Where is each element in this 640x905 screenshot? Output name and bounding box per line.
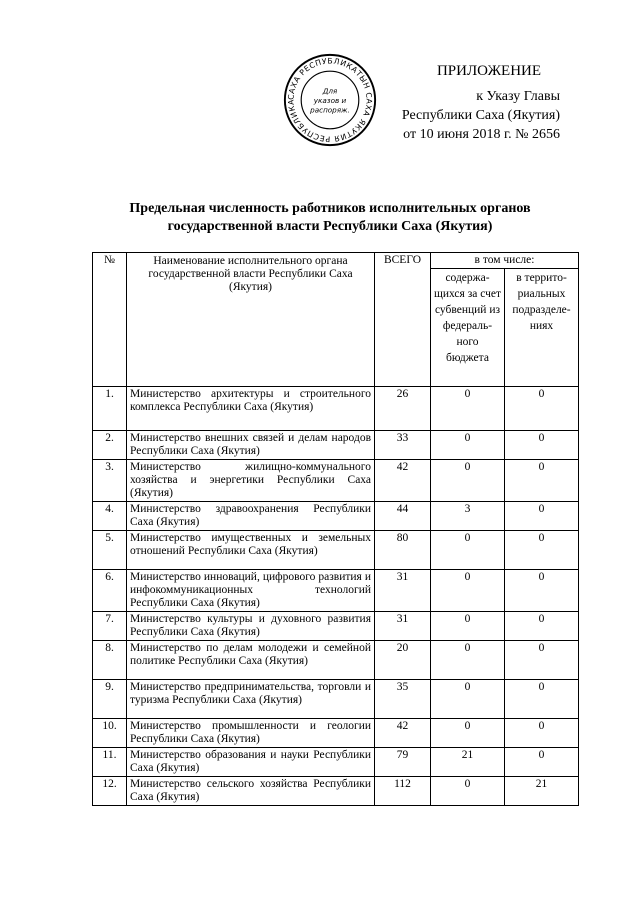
row-subvention: 0	[431, 570, 505, 612]
table-row	[93, 502, 579, 531]
row-total: 42	[375, 460, 431, 502]
header-name: Наименование исполнительного органа государственной власти Республики Саха (Якутия)	[127, 253, 375, 387]
appendix-line-2: Республики Саха (Якутия)	[401, 108, 560, 123]
row-number: 4.	[93, 502, 127, 531]
row-organ-name: Министерство здравоохранения Республики Саха (Якутия)	[127, 502, 375, 531]
table-row	[93, 748, 579, 777]
row-subvention: 0	[431, 387, 505, 431]
row-territorial: 0	[505, 531, 579, 570]
row-subvention: 3	[431, 502, 505, 531]
row-number: 11.	[93, 748, 127, 777]
appendix-block	[360, 62, 580, 144]
header-subvention: содержа-щихся за счет субвенций из федераль-ного бюджета	[431, 269, 505, 387]
row-number: 9.	[93, 680, 127, 719]
header-territorial: в террито-риальных подразделе-ниях	[505, 269, 579, 387]
table-row	[93, 387, 579, 431]
row-subvention: 0	[431, 641, 505, 680]
table-row	[93, 641, 579, 680]
row-territorial: 0	[505, 641, 579, 680]
table-row	[93, 612, 579, 641]
header-total: ВСЕГО	[375, 253, 431, 387]
row-number: 12.	[93, 777, 127, 806]
row-subvention: 0	[431, 612, 505, 641]
row-number: 1.	[93, 387, 127, 431]
appendix-line-3: от 10 июня 2018 г. № 2656	[403, 127, 560, 142]
header-including: в том числе:	[431, 253, 579, 269]
row-subvention: 0	[431, 431, 505, 460]
row-total: 44	[375, 502, 431, 531]
table-row	[93, 460, 579, 502]
row-organ-name: Министерство архитектуры и строительного комплекса Республики Саха (Якутия)	[127, 387, 375, 431]
row-total: 80	[375, 531, 431, 570]
row-subvention: 0	[431, 531, 505, 570]
row-territorial: 0	[505, 431, 579, 460]
row-territorial: 0	[505, 748, 579, 777]
row-organ-name: Министерство инноваций, цифрового развития и инфокоммуникационных технологий Республики Саха (Якутия)	[127, 570, 375, 612]
row-organ-name: Министерство промышленности и геологии Республики Саха (Якутия)	[127, 719, 375, 748]
row-total: 31	[375, 612, 431, 641]
row-number: 8.	[93, 641, 127, 680]
row-territorial: 0	[505, 570, 579, 612]
svg-text:Для: Для	[322, 86, 338, 96]
row-organ-name: Министерство культуры и духовного развития Республики Саха (Якутия)	[127, 612, 375, 641]
table-row	[93, 719, 579, 748]
table-row	[93, 777, 579, 806]
table-row	[93, 431, 579, 460]
table-header-row	[93, 253, 579, 269]
row-organ-name: Министерство жилищно-коммунального хозяйства и энергетики Республики Саха (Якутия)	[127, 460, 375, 502]
row-subvention: 0	[431, 460, 505, 502]
row-total: 31	[375, 570, 431, 612]
header-number: №	[93, 253, 127, 387]
row-total: 20	[375, 641, 431, 680]
row-subvention: 0	[431, 680, 505, 719]
svg-text:указов и: указов и	[313, 95, 347, 105]
row-territorial: 0	[505, 502, 579, 531]
row-organ-name: Министерство имущественных и земельных отношений Республики Саха (Якутия)	[127, 531, 375, 570]
row-number: 10.	[93, 719, 127, 748]
row-number: 7.	[93, 612, 127, 641]
row-number: 3.	[93, 460, 127, 502]
row-total: 35	[375, 680, 431, 719]
row-territorial: 0	[505, 719, 579, 748]
row-organ-name: Министерство сельского хозяйства Республики Саха (Якутия)	[127, 777, 375, 806]
row-total: 26	[375, 387, 431, 431]
document-title	[80, 200, 580, 236]
table-row	[93, 531, 579, 570]
row-total: 112	[375, 777, 431, 806]
row-territorial: 0	[505, 460, 579, 502]
svg-text:распоряж.: распоряж.	[310, 105, 350, 115]
row-territorial: 0	[505, 612, 579, 641]
svg-text:САХА РЕСПУБЛИКАТЫН САХА ЯКУТИЯ: САХА РЕСПУБЛИКАТЫН САХА ЯКУТИЯ РЕСПУБЛИКА	[286, 56, 374, 144]
row-number: 6.	[93, 570, 127, 612]
row-subvention: 0	[431, 777, 505, 806]
row-total: 33	[375, 431, 431, 460]
row-organ-name: Министерство по делам молодежи и семейной политике Республики Саха (Якутия)	[127, 641, 375, 680]
table-row	[93, 570, 579, 612]
row-organ-name: Министерство образования и науки Республики Саха (Якутия)	[127, 748, 375, 777]
row-subvention: 21	[431, 748, 505, 777]
row-organ-name: Министерство внешних связей и делам народов Республики Саха (Якутия)	[127, 431, 375, 460]
row-number: 2.	[93, 431, 127, 460]
row-organ-name: Министерство предпринимательства, торговли и туризма Республики Саха (Якутия)	[127, 680, 375, 719]
document-title-line-1: Предельная численность работников исполнительных органов	[129, 201, 531, 216]
table-row	[93, 680, 579, 719]
document-title-line-2: государственной власти Республики Саха (Якутия)	[167, 219, 493, 234]
staff-limit-table	[92, 252, 579, 806]
row-territorial: 0	[505, 387, 579, 431]
row-total: 42	[375, 719, 431, 748]
row-territorial: 21	[505, 777, 579, 806]
appendix-title: ПРИЛОЖЕНИЕ	[436, 63, 542, 79]
appendix-line-1: к Указу Главы	[476, 89, 560, 104]
row-total: 79	[375, 748, 431, 777]
row-territorial: 0	[505, 680, 579, 719]
row-number: 5.	[93, 531, 127, 570]
row-subvention: 0	[431, 719, 505, 748]
